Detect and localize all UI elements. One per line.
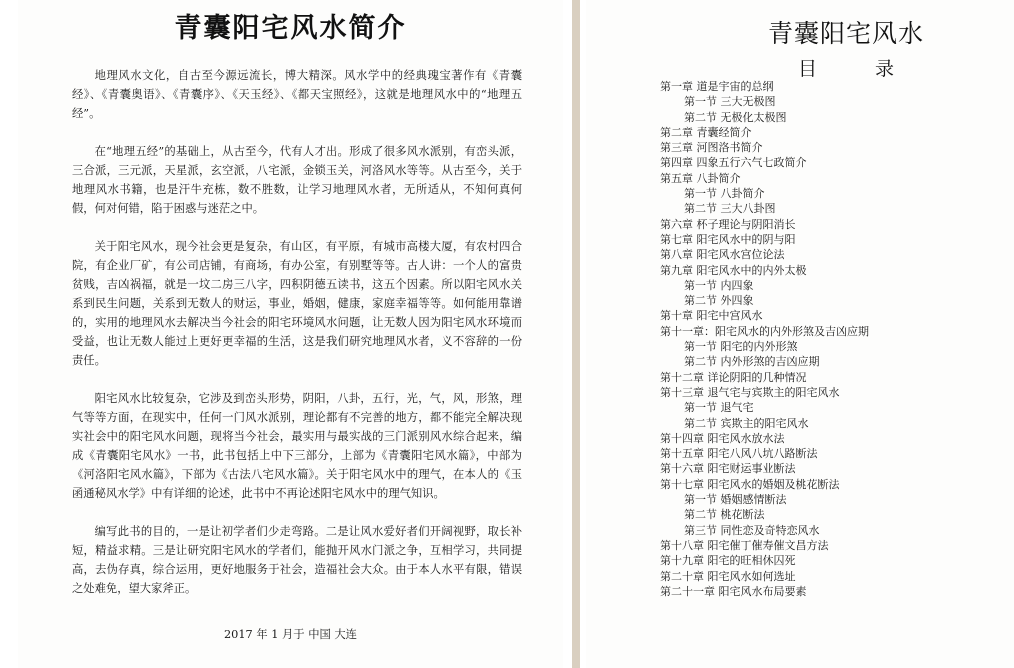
toc-chapter-entry: 第一章 道是宇宙的总纲 (660, 80, 774, 93)
toc-chapter-entry: 第四章 四象五行六气七政简介 (660, 156, 807, 170)
toc-chapter-entry: 第二章 青囊经简介 (660, 125, 752, 139)
toc-chapter-entry: 第七章 阳宅风水中的阴与阳 (660, 232, 796, 246)
toc-section-entry: 第二节 宾欺主的阳宅风水 (684, 416, 809, 430)
toc-chapter-entry: 第十七章 阳宅风水的婚姻及桃花断法 (660, 477, 840, 491)
toc-chapter-entry: 第十二章 详论阴阳的几种情况 (660, 370, 807, 384)
toc-section-entry: 第一节 阳宅的内外形煞 (684, 340, 798, 354)
intro-text (72, 66, 522, 617)
table-of-contents (660, 79, 990, 599)
toc-heading: 目 录 (797, 58, 921, 80)
toc-section-entry: 第二节 内外形煞的吉凶应期 (684, 355, 820, 369)
book-gutter (572, 0, 580, 668)
left-page (18, 0, 563, 668)
toc-chapter-entry: 第十章 阳宅中宫风水 (660, 309, 763, 323)
toc-section-entry: 第一节 三大无极图 (684, 95, 776, 109)
toc-section-entry: 第一节 退气宅 (684, 401, 754, 415)
toc-section-entry: 第二节 无极化太极图 (684, 110, 787, 124)
intro-paragraph: 地理风水文化，自古至今源远流长，博大精深。风水学中的经典瑰宝著作有《青囊经》、《青囊奥语》、《青囊序》、《天玉经》、《都天宝照经》，这就是地理风水中的“地理五经”。 (72, 69, 522, 120)
toc-chapter-entry: 第十五章 阳宅八风八坑八路断法 (660, 447, 818, 461)
toc-chapter-entry: 第二十一章 阳宅风水布局要素 (660, 584, 807, 598)
intro-paragraph: 在“地理五经”的基础上，从古至今，代有人才出。形成了很多风水派别，有峦头派，三合派，三元派，天星派，玄空派，八宅派，金锁玉关，河洛风水等等。从古至今，关于地理风水书籍，也是汗牛充栋，数不胜数，让学习地理风水者，无所适从，不知何真何假，何对何错，陷于困惑与迷茫之中。 (72, 145, 522, 215)
toc-chapter-entry: 第二十章 阳宅风水如何选址 (660, 569, 796, 583)
toc-chapter-entry: 第十三章 退气宅与宾欺主的阳宅风水 (660, 385, 840, 399)
toc-chapter-entry: 第十八章 阳宅催丁催寿催文昌方法 (660, 538, 829, 552)
toc-section-entry: 第二节 桃花断法 (684, 508, 765, 522)
page-title: 青囊阳宅风水简介 (174, 13, 407, 44)
intro-paragraph: 关于阳宅风水，现今社会更是复杂，有山区，有平原，有城市高楼大厦，有农村四合院，有企业厂矿，有公司店铺，有商场，有办公室，有别墅等等。古人讲：一个人的富贵贫贱，吉凶祸福，就是一坟二房三八字，四积阴德五读书，这五个因素。所以阳宅风水关系到民生问题，关系到无数人的财运，事业，婚姻，健康，家庭幸福等等。如何能用靠谱的，实用的地理风水去解决当今社会的阳宅环境风水问题，让无数人因为阳宅风水环境而受益，也让无数人能过上更好更幸福的生活，这是我们研究地理风水者，义不容辞的一份责任。 (72, 240, 522, 367)
toc-chapter-entry: 第八章 阳宅风水宫位论法 (660, 248, 785, 262)
toc-section-entry: 第一节 八卦简介 (684, 187, 765, 201)
book-title: 青囊阳宅风水 (767, 19, 924, 48)
toc-chapter-entry: 第十九章 阳宅的旺相休囚死 (660, 554, 796, 568)
toc-section-entry: 第一节 内四象 (684, 278, 754, 292)
toc-section-entry: 第二节 外四象 (684, 294, 754, 308)
right-page (586, 0, 1014, 668)
toc-chapter-entry: 第十六章 阳宅财运事业断法 (660, 462, 796, 476)
toc-chapter-entry: 第三章 河图洛书简介 (660, 141, 763, 155)
toc-chapter-entry: 第六章 杯子理论与阴阳消长 (660, 217, 796, 231)
toc-section-entry: 第三节 同性恋及奇特恋风水 (684, 523, 820, 537)
toc-chapter-entry: 第九章 阳宅风水中的内外太极 (660, 263, 807, 277)
intro-paragraph: 阳宅风水比较复杂，它涉及到峦头形势，阴阳，八卦，五行，光，气，风，形煞，理气等等方面，在现实中，任何一门风水派别，理论都有不完善的地方，都不能完全解决现实社会中的阳宅风水问题，现将当今社会，最实用与最实战的三门派别风水综合起来，编成《青囊阳宅风水》一书，此书包括上中下三部分，上部为《青囊阳宅风水篇》，中部为《河洛阳宅风水篇》，下部为《古法八宅风水篇》。关于阳宅风水中的理气，在本人的《玉函通秘风水学》中有详细的论述，此书中不再论述阳宅风水中的理气知识。 (72, 392, 522, 500)
toc-chapter-entry: 第十一章：阳宅风水的内外形煞及吉凶应期 (660, 324, 869, 338)
toc-section-entry: 第二节 三大八卦图 (684, 202, 776, 216)
toc-chapter-entry: 第十四章 阳宅风水放水法 (660, 431, 785, 445)
toc-chapter-entry: 第五章 八卦简介 (660, 171, 741, 185)
intro-paragraph: 编写此书的目的，一是让初学者们少走弯路。二是让风水爱好者们开阔视野，取长补短，精益求精。三是让研究阳宅风水的学者们，能抛开风水门派之争，互相学习，共同提高，去伪存真，综合运用，更好地服务于社会，造福社会大众。由于本人水平有限，错误之处难免，望大家斧正。 (72, 525, 522, 595)
toc-section-entry: 第一节 婚姻感情断法 (684, 493, 787, 507)
dateline: 2017 年 1 月于 中国 大连 (224, 628, 357, 641)
